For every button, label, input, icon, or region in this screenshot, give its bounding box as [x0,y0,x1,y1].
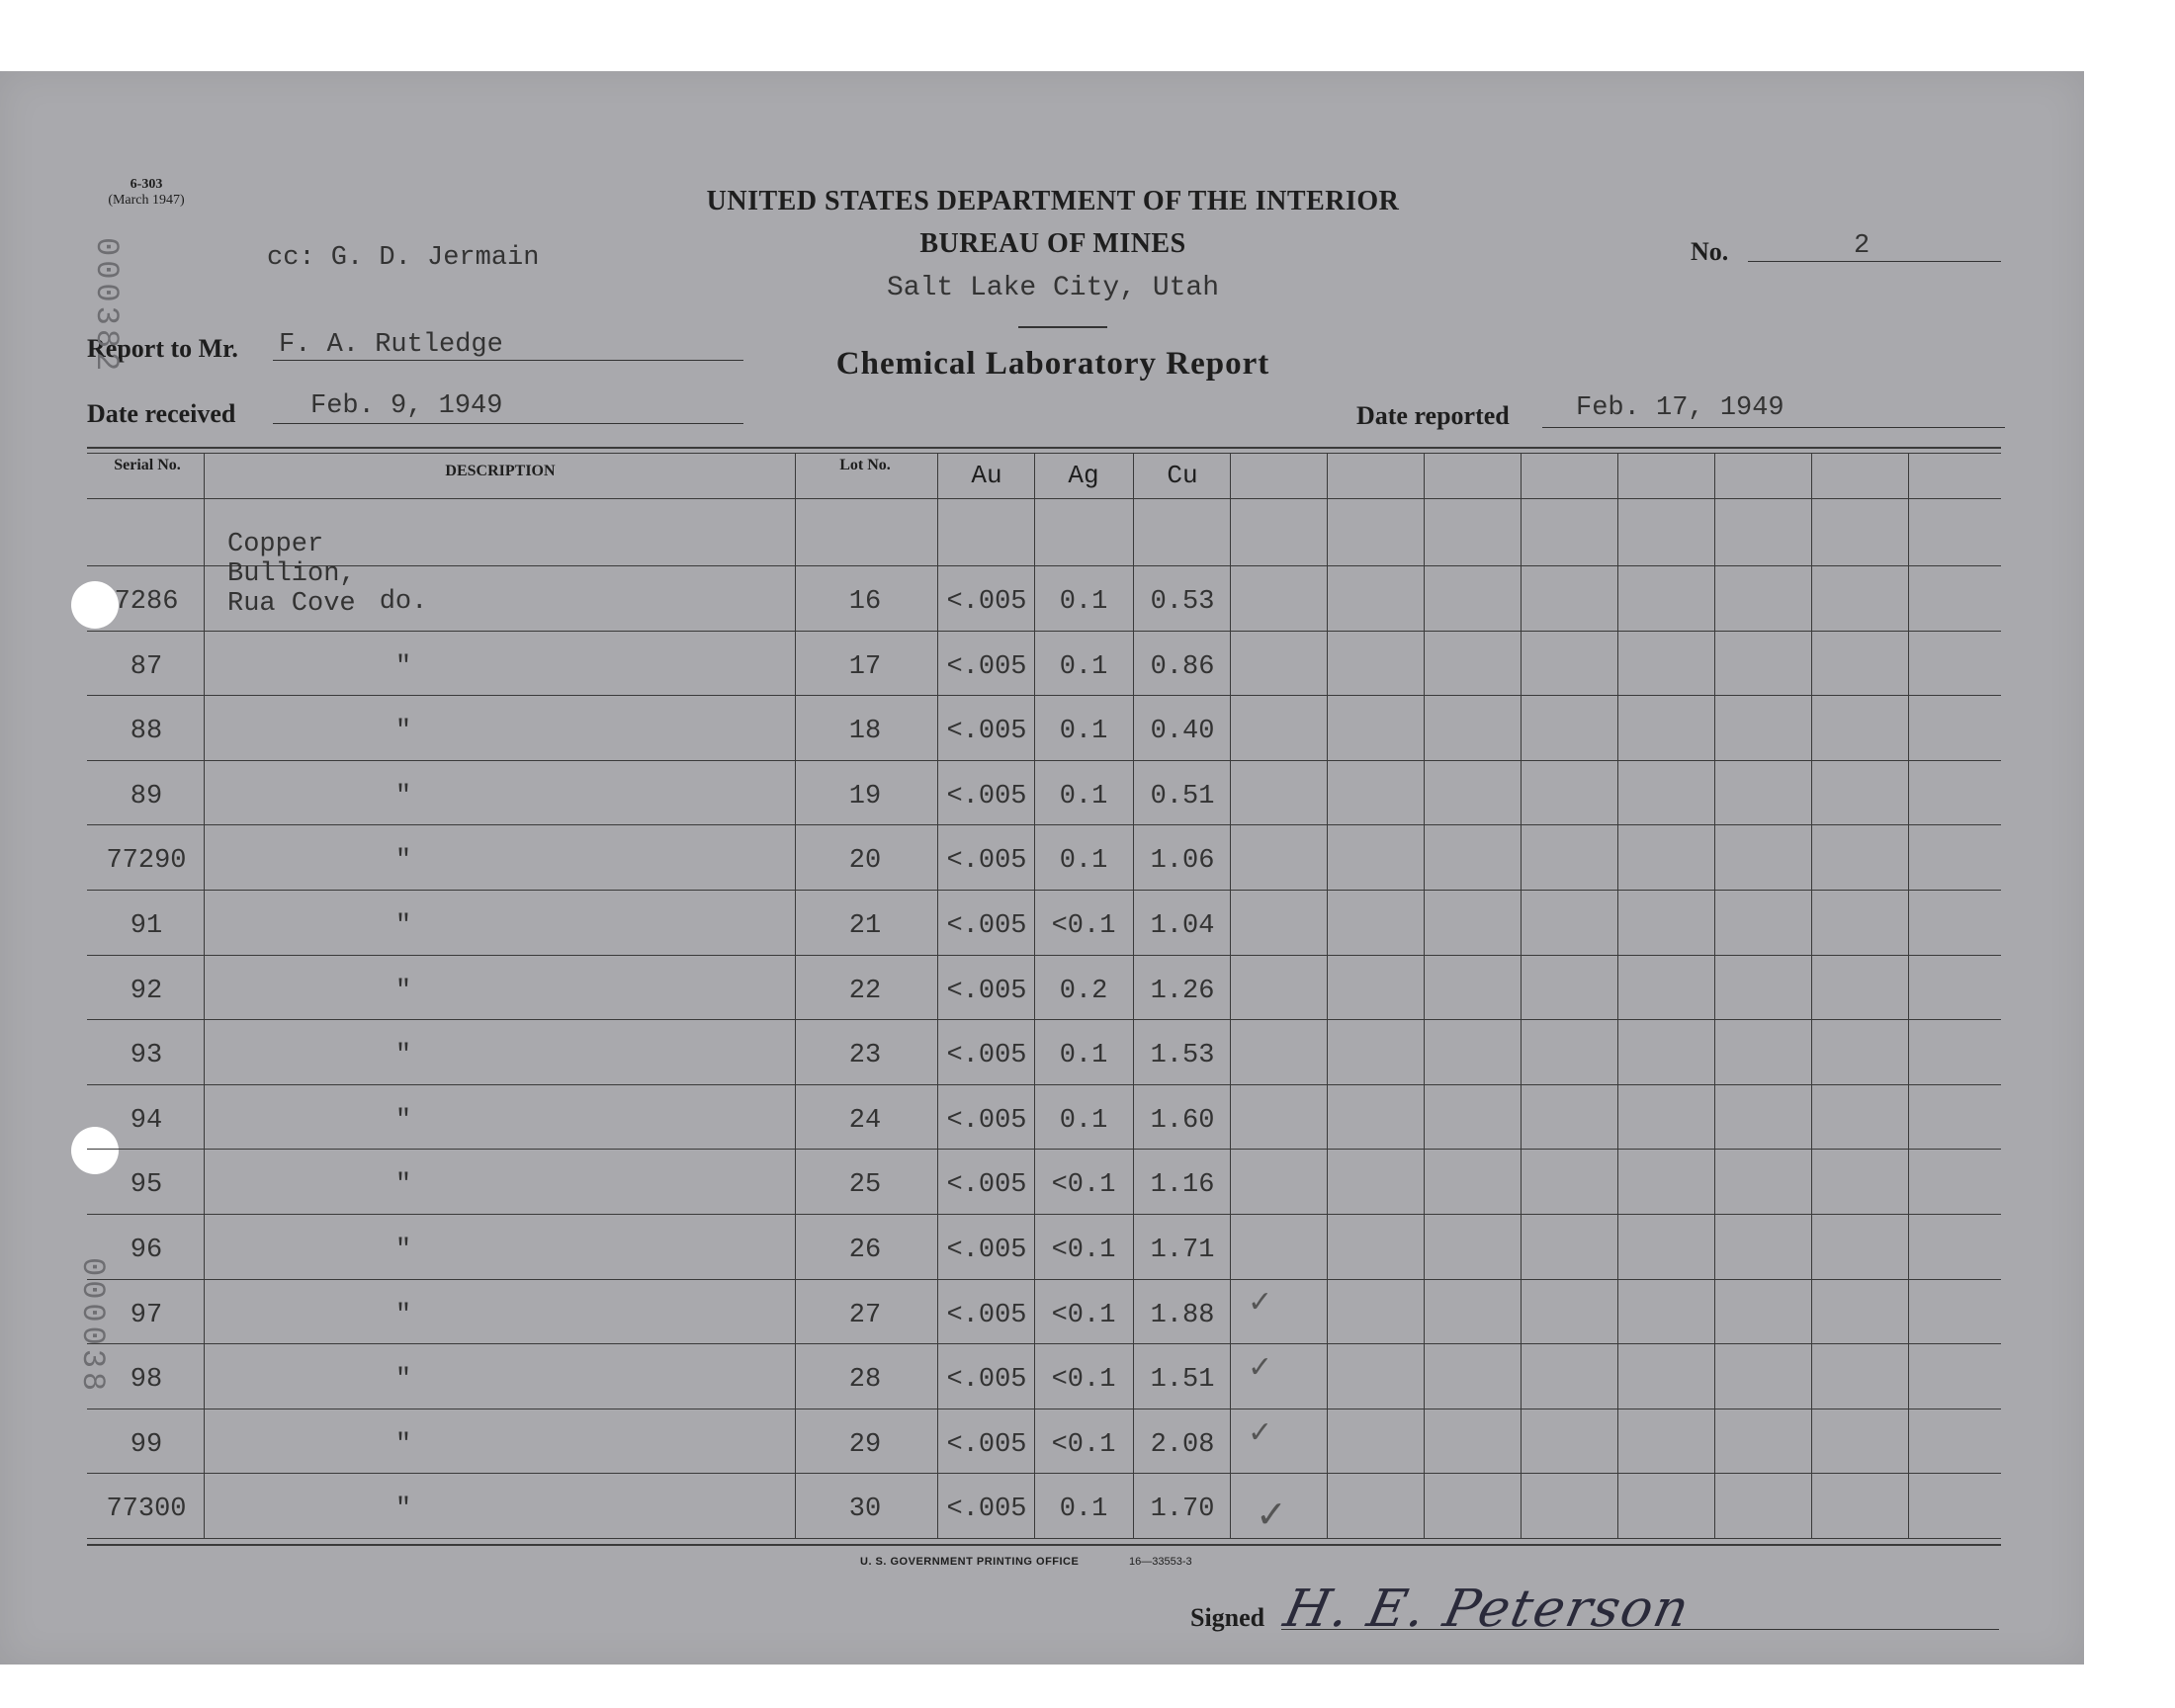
table-cell-cu: 2.08 [1150,1429,1215,1460]
table-cell-desc: " [394,1494,412,1525]
table-cell-ag: 0.1 [1059,1041,1108,1071]
table-cell-lot: 18 [848,717,882,747]
grid-rule [1424,453,1425,1538]
date-received-label: Date received [87,399,236,428]
table-cell-au: <.005 [946,1105,1027,1136]
table-cell-lot: 27 [848,1300,882,1330]
table-cell-ag: <0.1 [1051,1170,1116,1201]
grid-rule [87,1538,2001,1539]
grid-rule [1714,453,1715,1538]
table-cell-desc: " [394,781,412,811]
table-cell-au: <.005 [946,976,1027,1006]
table-cell-ag: 0.1 [1059,587,1108,617]
table-cell-lot: 29 [848,1429,882,1460]
table-cell-cu: 1.53 [1150,1041,1215,1071]
table-cell-cu: 0.53 [1150,587,1215,617]
table-cell-lot: 28 [848,1365,882,1396]
date-reported-value: Feb. 17, 1949 [1576,393,1784,423]
table-cell-cu: 0.86 [1150,651,1215,682]
report-number-line [1748,261,2001,262]
table-cell-cu: 1.26 [1150,976,1215,1006]
table-cell-au: <.005 [946,1365,1027,1396]
form-date: (March 1947) [108,193,185,208]
table-cell-lot: 23 [848,1041,882,1071]
table-cell-cu: 1.04 [1150,911,1215,941]
header-divider [1018,326,1107,328]
serial-header: Serial No. [114,457,181,473]
table-cell-serial: 91 [130,911,163,941]
au-header: Au [971,461,1002,490]
report-number-label: No. [1691,237,1729,266]
table-cell-serial: 87 [130,651,163,682]
table-cell-serial: 99 [130,1429,163,1460]
department-heading: UNITED STATES DEPARTMENT OF THE INTERIOR [706,186,1400,216]
table-cell-desc: " [394,911,412,941]
table-cell-serial: 93 [130,1041,163,1071]
date-reported-line [1542,427,2005,428]
grid-rule [1327,453,1328,1538]
table-cell-serial: 95 [130,1170,163,1201]
table-cell-cu: 1.51 [1150,1365,1215,1396]
table-cell-desc: " [394,846,412,877]
table-cell-au: <.005 [946,1300,1027,1330]
stamp-number-top: 000382 [88,237,125,376]
cu-header: Cu [1167,461,1198,490]
table-cell-au: <.005 [946,587,1027,617]
table-cell-lot: 30 [848,1494,882,1525]
printer-imprint: U. S. GOVERNMENT PRINTING OFFICE [860,1556,1080,1568]
table-cell-desc: " [394,1300,412,1330]
check-mark-icon: ✓ [1248,1415,1273,1450]
table-cell-lot: 20 [848,846,882,877]
table-cell-lot: 17 [848,651,882,682]
table-cell-cu: 1.06 [1150,846,1215,877]
table-cell-au: <.005 [946,1429,1027,1460]
ag-header: Ag [1068,461,1099,490]
grid-rule [204,453,205,1538]
date-received-line [273,423,743,424]
report-to-value: F. A. Rutledge [279,330,503,360]
grid-rule [1908,453,1909,1538]
report-to-label: Report to Mr. [87,334,238,363]
table-cell-serial: 77300 [106,1494,187,1525]
report-to-line [273,360,743,361]
date-received-value: Feb. 9, 1949 [310,391,503,421]
intro-description: Copper Bullion, Rua Cove [227,530,356,619]
table-cell-desc: do. [379,587,428,617]
table-cell-lot: 16 [848,587,882,617]
table-cell-ag: <0.1 [1051,1236,1116,1265]
table-cell-lot: 22 [848,976,882,1006]
table-cell-au: <.005 [946,717,1027,747]
bureau-heading: BUREAU OF MINES [919,228,1186,259]
table-cell-desc: " [394,1429,412,1460]
table-cell-cu: 1.60 [1150,1105,1215,1136]
table-cell-desc: " [394,651,412,682]
lot-header: Lot No. [839,457,891,473]
check-mark-icon: ✓ [1256,1493,1287,1536]
table-cell-serial: 94 [130,1105,163,1136]
report-number-value: 2 [1854,231,1870,261]
table-cell-serial: 98 [130,1365,163,1396]
stamp-number-bottom: 000038 [74,1257,111,1396]
table-cell-serial: 96 [130,1236,163,1265]
table-cell-ag: <0.1 [1051,1300,1116,1330]
table-cell-lot: 19 [848,781,882,811]
table-cell-desc: " [394,1236,412,1265]
table-cell-au: <.005 [946,846,1027,877]
table-cell-ag: 0.2 [1059,976,1108,1006]
table-cell-cu: 0.51 [1150,781,1215,811]
table-cell-au: <.005 [946,651,1027,682]
cc-line: cc: G. D. Jermain [267,243,540,273]
table-cell-ag: 0.1 [1059,717,1108,747]
form-number: 6-303 [130,177,163,192]
table-cell-serial: 89 [130,781,163,811]
table-cell-lot: 24 [848,1105,882,1136]
table-cell-cu: 1.16 [1150,1170,1215,1201]
table-cell-desc: " [394,1170,412,1201]
table-cell-ag: <0.1 [1051,1429,1116,1460]
form-code: 16—33553-3 [1129,1556,1192,1568]
report-title: Chemical Laboratory Report [835,346,1270,382]
grid-rule [1521,453,1522,1538]
table-cell-serial: 77290 [106,846,187,877]
check-mark-icon: ✓ [1248,1285,1273,1320]
table-cell-lot: 25 [848,1170,882,1201]
table-cell-ag: <0.1 [1051,911,1116,941]
city-heading: Salt Lake City, Utah [886,273,1220,303]
table-cell-serial: 92 [130,976,163,1006]
table-cell-au: <.005 [946,911,1027,941]
table-cell-serial: 7286 [114,587,179,617]
table-cell-desc: " [394,717,412,747]
table-cell-ag: 0.1 [1059,1494,1108,1525]
table-cell-au: <.005 [946,1041,1027,1071]
table-cell-serial: 88 [130,717,163,747]
table-cell-desc: " [394,1365,412,1396]
signed-label: Signed [1190,1603,1265,1632]
table-cell-serial: 97 [130,1300,163,1330]
grid-rule [1617,453,1618,1538]
table-cell-desc: " [394,1041,412,1071]
table-cell-au: <.005 [946,1170,1027,1201]
grid-rule [795,453,796,1538]
table-cell-lot: 26 [848,1236,882,1265]
table-cell-au: <.005 [946,1236,1027,1265]
table-cell-ag: 0.1 [1059,1105,1108,1136]
grid-rule [87,447,2001,449]
table-cell-lot: 21 [848,911,882,941]
table-cell-ag: <0.1 [1051,1365,1116,1396]
signature: H. E. Peterson [1278,1580,1696,1639]
table-cell-au: <.005 [946,1494,1027,1525]
table-cell-cu: 1.71 [1150,1236,1215,1265]
table-cell-cu: 1.70 [1150,1494,1215,1525]
grid-rule [1811,453,1812,1538]
date-reported-label: Date reported [1356,401,1510,430]
table-cell-cu: 1.88 [1150,1300,1215,1330]
table-cell-desc: " [394,1105,412,1136]
description-header: DESCRIPTION [445,463,556,479]
table-cell-ag: 0.1 [1059,781,1108,811]
grid-rule [87,1544,2001,1546]
table-cell-cu: 0.40 [1150,717,1215,747]
table-cell-au: <.005 [946,781,1027,811]
table-cell-ag: 0.1 [1059,846,1108,877]
table-cell-ag: 0.1 [1059,651,1108,682]
table-cell-desc: " [394,976,412,1006]
check-mark-icon: ✓ [1248,1350,1273,1385]
